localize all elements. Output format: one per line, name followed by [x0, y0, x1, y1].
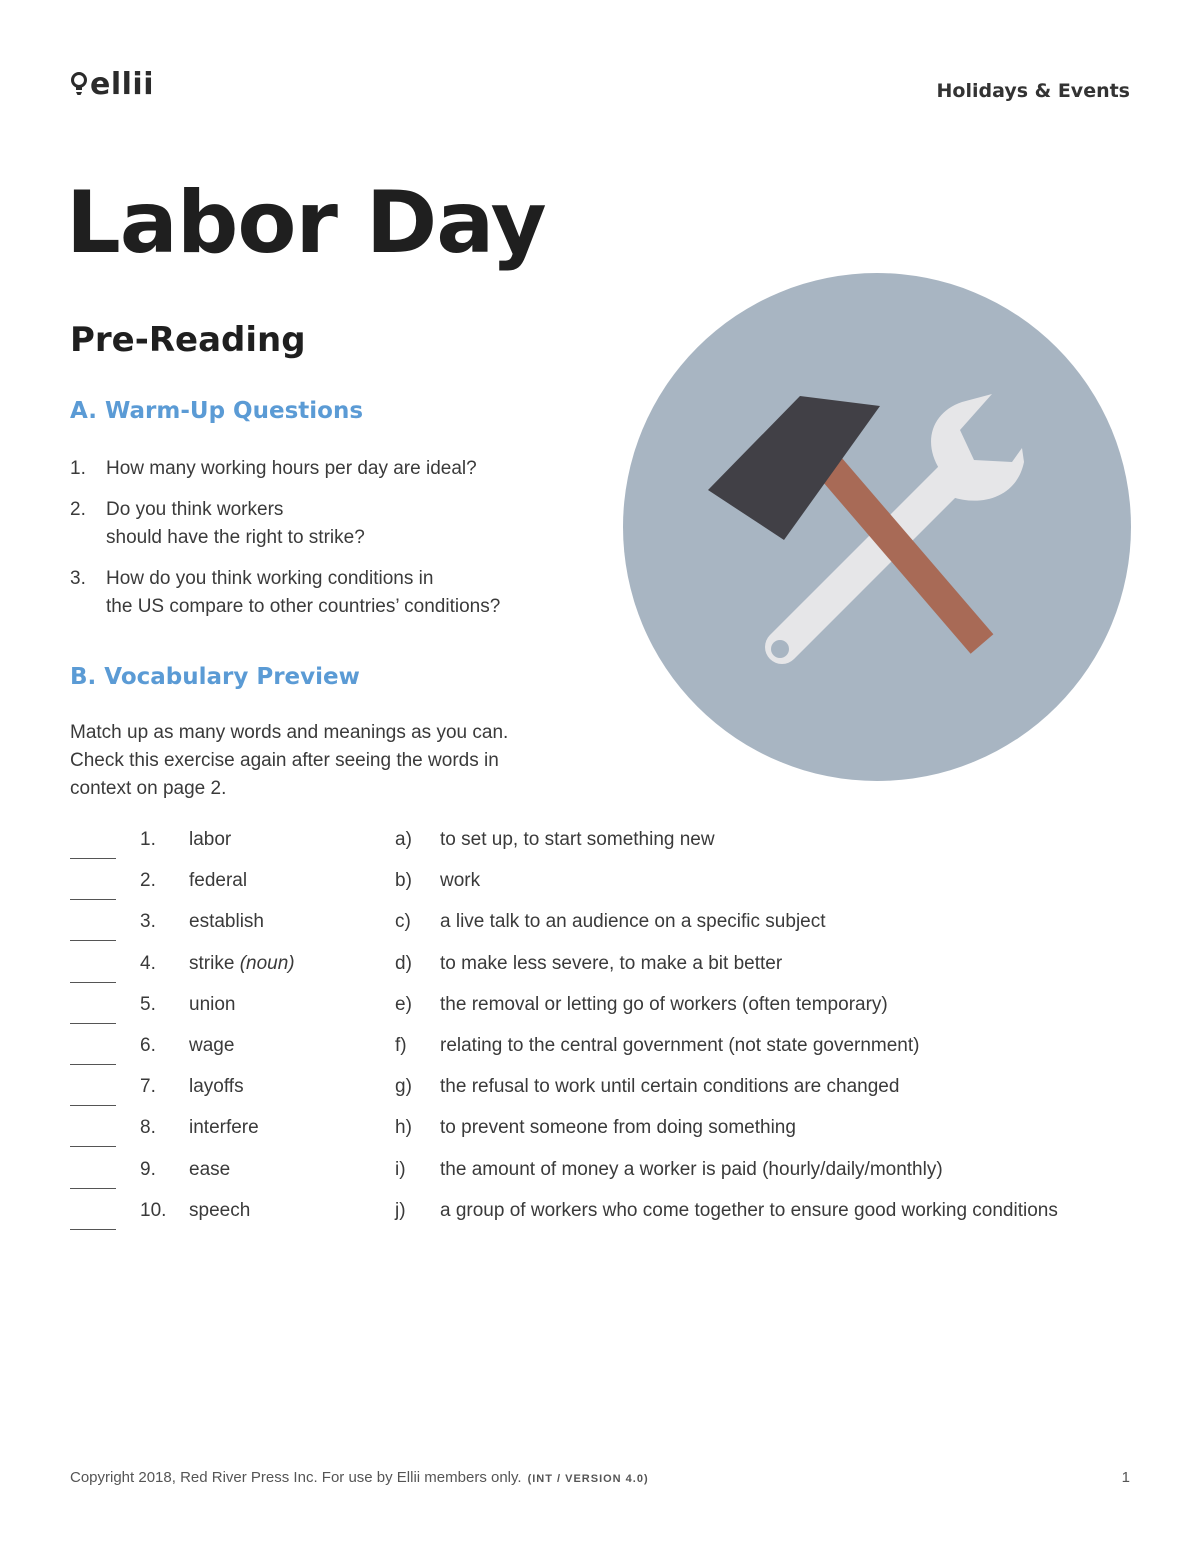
section-title: Pre-Reading [70, 320, 306, 360]
warm-up-heading: A. Warm-Up Questions [70, 398, 364, 424]
warm-up-questions [70, 455, 590, 634]
question-text: Do you think workers should have the right to strike? [106, 499, 365, 548]
vocab-number: 2. [140, 870, 156, 892]
vocab-row [70, 826, 1150, 867]
category-label: Holidays & Events [936, 80, 1130, 102]
footer [70, 1466, 649, 1491]
vocab-row [70, 867, 1150, 908]
logo-text: ellii [90, 67, 154, 102]
definition-text: work [440, 870, 481, 892]
question-item [70, 496, 590, 552]
vocab-number: 5. [140, 993, 156, 1015]
vocab-word: wage [189, 1034, 235, 1056]
vocab-word: layoffs [189, 1076, 244, 1098]
definition-text: to make less severe, to make a bit better [440, 952, 783, 974]
definition-text: the refusal to work until certain conditions are changed [440, 1076, 900, 1098]
answer-blank[interactable] [70, 881, 116, 900]
page-title: Labor Day [66, 173, 546, 273]
vocab-row [70, 1156, 1150, 1197]
vocab-row [70, 908, 1150, 949]
ellii-logo [70, 68, 154, 102]
definition-text: relating to the central government (not state government) [440, 1034, 920, 1056]
question-text: How many working hours per day are ideal? [106, 458, 477, 479]
answer-blank[interactable] [70, 1211, 116, 1230]
vocab-number: 9. [140, 1158, 156, 1180]
vocab-number: 1. [140, 829, 156, 850]
definition-letter: c) [395, 911, 411, 933]
vocab-number: 3. [140, 911, 156, 933]
lightbulb-icon [70, 70, 88, 100]
definition-text: a live talk to an audience on a specific subject [440, 911, 826, 933]
question-item [70, 565, 590, 621]
definition-letter: f) [395, 1034, 407, 1056]
question-number: 3. [70, 568, 86, 589]
vocab-row [70, 1114, 1150, 1155]
answer-blank[interactable] [70, 1128, 116, 1147]
vocab-number: 10. [140, 1199, 167, 1221]
definition-text: the removal or letting go of workers (often temporary) [440, 993, 888, 1015]
page-number: 1 [1121, 1469, 1130, 1486]
vocab-word: speech [189, 1199, 251, 1221]
definition-letter: e) [395, 993, 412, 1015]
definition-text: to prevent someone from doing something [440, 1117, 796, 1139]
definition-letter: g) [395, 1076, 412, 1098]
answer-blank[interactable] [70, 1087, 116, 1106]
vocab-number: 6. [140, 1034, 156, 1056]
vocab-word: union [189, 993, 236, 1015]
answer-blank[interactable] [70, 1046, 116, 1065]
vocab-number: 8. [140, 1117, 156, 1139]
vocab-row [70, 991, 1150, 1032]
part-of-speech-note: (noun) [239, 952, 295, 974]
answer-blank[interactable] [70, 840, 116, 859]
definition-letter: h) [395, 1117, 412, 1139]
vocab-word: interfere [189, 1117, 259, 1139]
definition-letter: b) [395, 870, 412, 892]
question-text: How do you think working conditions in the US compare to other countries’ conditions? [106, 568, 501, 617]
definition-text: the amount of money a worker is paid (hourly/daily/monthly) [440, 1158, 943, 1180]
definition-text: to set up, to start something new [440, 829, 715, 850]
vocab-word: labor [189, 829, 232, 850]
vocabulary-table [70, 826, 1150, 1238]
answer-blank[interactable] [70, 1005, 116, 1024]
answer-blank[interactable] [70, 922, 116, 941]
vocab-row [70, 1032, 1150, 1073]
definition-letter: j) [395, 1199, 406, 1221]
copyright-text: Copyright 2018, Red River Press Inc. For use by Ellii members only. [70, 1469, 522, 1486]
vocab-row [70, 950, 1150, 991]
vocab-row [70, 1197, 1150, 1238]
vocab-number: 7. [140, 1076, 156, 1098]
answer-blank[interactable] [70, 964, 116, 983]
vocab-word: establish [189, 911, 264, 933]
hammer-and-wrench-icon [622, 272, 1132, 782]
vocab-row [70, 1073, 1150, 1114]
vocab-number: 4. [140, 952, 156, 974]
definition-text: a group of workers who come together to ensure good working conditions [440, 1199, 1058, 1221]
answer-blank[interactable] [70, 1170, 116, 1189]
question-item [70, 455, 590, 483]
vocabulary-heading: B. Vocabulary Preview [70, 664, 360, 690]
version-tag: (INT / VERSION 4.0) [527, 1473, 649, 1485]
definition-letter: a) [395, 829, 412, 850]
question-number: 1. [70, 458, 86, 479]
vocab-word: federal [189, 870, 248, 892]
vocabulary-instructions: Match up as many words and meanings as you can. Check this exercise again after seeing the words in context on page 2. [70, 722, 509, 799]
definition-letter: i) [395, 1158, 406, 1180]
vocab-word: strike (noun) [189, 952, 295, 974]
definition-letter: d) [395, 952, 412, 974]
question-number: 2. [70, 499, 86, 520]
vocab-word: ease [189, 1158, 231, 1180]
